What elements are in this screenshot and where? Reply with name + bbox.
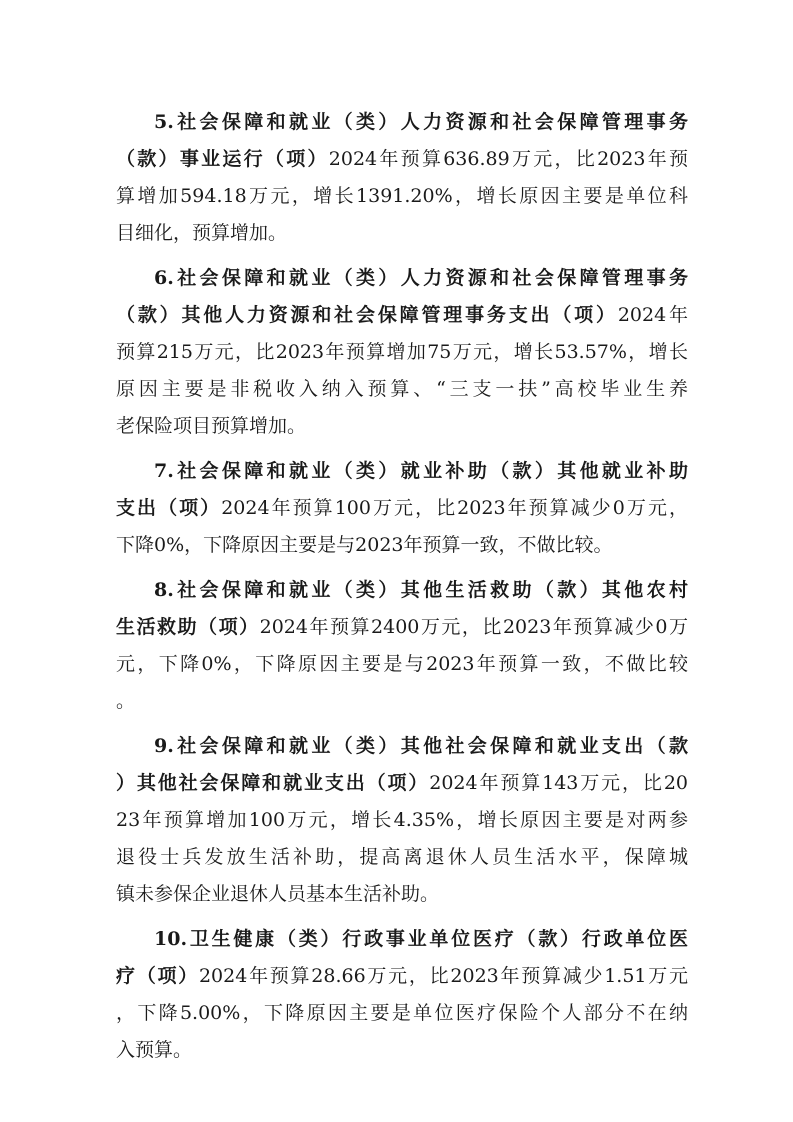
item-heading-text: 生活救助（项） <box>116 616 260 638</box>
item-heading-text: 10.卫生健康（类）行政事业单位医疗（款）行政单位医 <box>154 928 688 950</box>
text-line <box>116 371 688 408</box>
item-heading-text: （款）其他人力资源和社会保障管理事务支出（项） <box>116 304 618 326</box>
text-line <box>116 408 688 445</box>
item-heading-text: 7.社会保障和就业（类）就业补助（款）其他就业补助 <box>154 460 688 482</box>
text-line <box>116 178 688 215</box>
text-line <box>116 141 688 178</box>
item-body-text: 退役士兵发放生活补助，提高离退休人员生活水平，保障城 <box>116 846 688 868</box>
item-body-text: 2024年预算100万元，比2023年预算减少0万元， <box>221 497 688 519</box>
item-body-text: 2024年预算143万元，比20 <box>429 772 688 794</box>
item-body-text: 2024年预算28.66万元，比2023年预算减少1.51万元 <box>198 965 688 987</box>
item-body-text: 预算215万元，比2023年预算增加75万元，增长53.57%，增长 <box>116 341 688 363</box>
budget-item-paragraph <box>116 104 688 252</box>
item-body-text: 算增加594.18万元，增长1391.20%，增长原因主要是单位科 <box>116 185 688 207</box>
item-body-text: 下降0%，下降原因主要是与2023年预算一致，不做比较。 <box>116 534 613 556</box>
text-line <box>116 1032 688 1069</box>
item-heading-text: （款）事业运行（项） <box>116 148 329 170</box>
text-line <box>116 995 688 1032</box>
text-line <box>116 921 688 958</box>
item-body-text: 目细化，预算增加。 <box>116 222 288 244</box>
item-body-text: 镇未参保企业退休人员基本生活补助。 <box>116 883 440 905</box>
text-line <box>116 958 688 995</box>
text-line <box>116 683 688 720</box>
budget-item-paragraph <box>116 260 688 445</box>
item-heading-text: 5.社会保障和就业（类）人力资源和社会保障管理事务 <box>154 111 688 133</box>
budget-item-paragraph <box>116 453 688 564</box>
text-line <box>116 572 688 609</box>
text-line <box>116 876 688 913</box>
item-heading-text: 疗（项） <box>116 965 199 987</box>
text-line <box>116 765 688 802</box>
item-body-text: 。 <box>116 690 136 712</box>
text-line <box>116 839 688 876</box>
text-line <box>116 490 688 527</box>
item-body-text: 入预算。 <box>116 1039 193 1061</box>
item-body-text: 原因主要是非税收入纳入预算、“三支一扶”高校毕业生养 <box>116 378 688 400</box>
text-line <box>116 104 688 141</box>
text-line <box>116 297 688 334</box>
item-heading-text: ）其他社会保障和就业支出（项） <box>116 772 430 794</box>
budget-item-paragraph <box>116 572 688 720</box>
text-line <box>116 802 688 839</box>
text-line <box>116 609 688 646</box>
text-line <box>116 215 688 252</box>
item-body-text: 2024年预算636.89万元，比2023年预 <box>328 148 688 170</box>
item-heading-text: 6.社会保障和就业（类）人力资源和社会保障管理事务 <box>154 267 688 289</box>
item-heading-text: 8.社会保障和就业（类）其他生活救助（款）其他农村 <box>154 579 688 601</box>
text-line <box>116 334 688 371</box>
item-body-text: 2024年 <box>617 304 688 326</box>
item-body-text: 23年预算增加100万元，增长4.35%，增长原因主要是对两参 <box>116 809 688 831</box>
budget-item-paragraph <box>116 921 688 1069</box>
item-body-text: 元，下降0%，下降原因主要是与2023年预算一致，不做比较 <box>116 653 688 675</box>
item-body-text: 2024年预算2400万元，比2023年预算减少0万 <box>259 616 688 638</box>
item-body-text: 老保险项目预算增加。 <box>116 415 307 437</box>
document-body <box>116 104 688 1077</box>
budget-item-paragraph <box>116 728 688 913</box>
text-line <box>116 453 688 490</box>
text-line <box>116 527 688 564</box>
item-body-text: ，下降5.00%，下降原因主要是单位医疗保险个人部分不在纳 <box>116 1002 688 1024</box>
text-line <box>116 260 688 297</box>
item-heading-text: 9.社会保障和就业（类）其他社会保障和就业支出（款 <box>154 735 688 757</box>
text-line <box>116 728 688 765</box>
item-heading-text: 支出（项） <box>116 497 222 519</box>
text-line <box>116 646 688 683</box>
